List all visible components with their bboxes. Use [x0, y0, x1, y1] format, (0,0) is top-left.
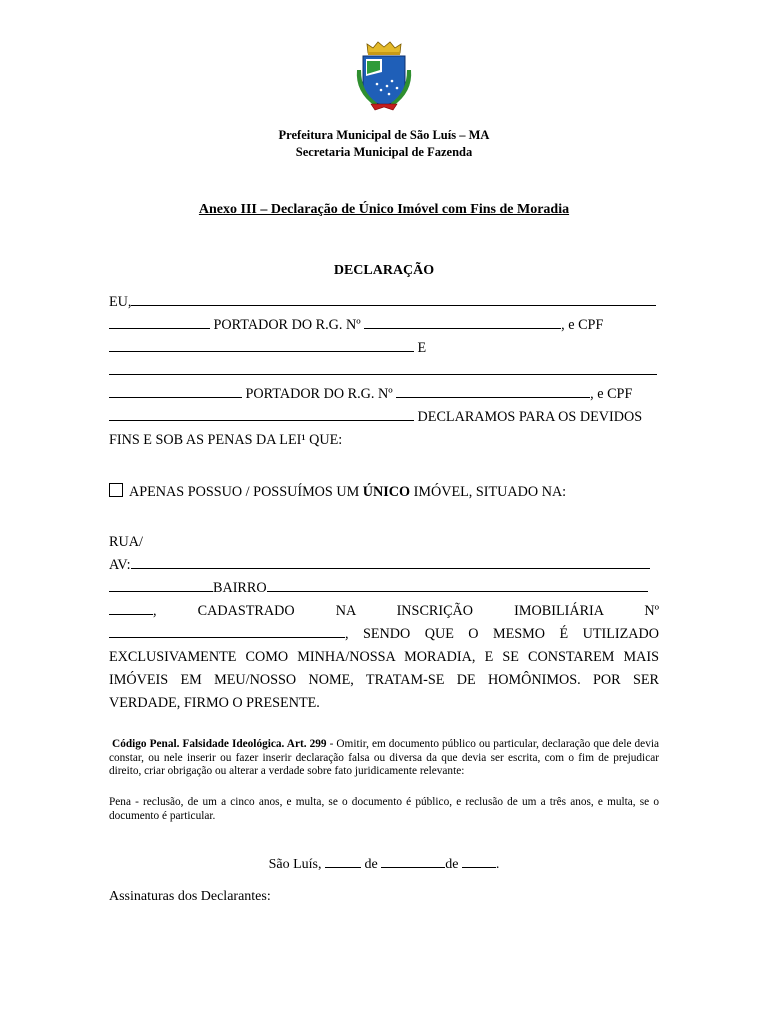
bairro-field-cont[interactable] [109, 602, 153, 615]
place-date-line [0, 855, 768, 873]
name-field-2-cont[interactable] [109, 385, 242, 398]
date-end: . [495, 857, 500, 872]
form-line-rg-2 [109, 385, 659, 403]
form-line-rg-1 [109, 316, 659, 334]
cpf-label-2: , e CPF [590, 386, 633, 402]
signatures-label: Assinaturas dos Declarantes: [109, 889, 271, 904]
name-field-1[interactable] [131, 293, 656, 306]
declaramos-label: DECLARAMOS PARA OS DEVIDOS [414, 409, 643, 425]
form-line-bairro [109, 579, 659, 597]
cpf-label-1: , e CPF [561, 317, 604, 333]
checkbox-text-b: IMÓVEL, SITUADO NA: [410, 484, 567, 500]
form-line-cpf-1 [109, 339, 659, 357]
form-line-fins: FINS E SOB AS PENAS DA LEI¹ QUE: [109, 432, 343, 448]
month-field[interactable] [381, 855, 445, 868]
bairro-field[interactable] [267, 579, 648, 592]
legal-note-bold: Código Penal. Falsidade Ideológica. Art. 299 [112, 738, 327, 750]
legal-note [109, 738, 659, 779]
cadastrado-label: , CADASTRADO NA INSCRIÇÃO IMOBILIÁRIA Nº [153, 603, 659, 619]
de-label-2: de [445, 857, 462, 872]
form-line-imoveis: IMÓVEIS EM MEU/NOSSO NOME, TRATAM-SE DE HOMÔNIMOS. POR SER [109, 672, 659, 688]
form-line-av [109, 556, 659, 574]
av-label: AV: [109, 557, 131, 573]
city-label: São Luís, [268, 857, 325, 872]
form-line-name-2 [109, 362, 659, 380]
cpf-field-2[interactable] [109, 408, 414, 421]
unico-imovel-checkbox[interactable] [109, 483, 123, 497]
form-line-cadastrado [109, 602, 659, 620]
header-line-2: Secretaria Municipal de Fazenda [295, 145, 473, 159]
rg-label-2: PORTADOR DO R.G. Nº [242, 386, 397, 402]
sendo-label: , SENDO QUE O MESMO É UTILIZADO [345, 626, 659, 642]
form-line-verdade: VERDADE, FIRMO O PRESENTE. [109, 695, 320, 711]
day-field[interactable] [325, 855, 361, 868]
e-label: E [414, 340, 427, 356]
coat-of-arms-logo [353, 40, 415, 112]
year-field[interactable] [462, 855, 496, 868]
form-line-exclusivamente: EXCLUSIVAMENTE COMO MINHA/NOSSA MORADIA, E SE CONSTAREM MAIS [109, 649, 659, 665]
inscricao-field[interactable] [109, 625, 345, 638]
declaration-title: DECLARAÇÃO [333, 263, 435, 278]
legal-note-text: - Omitir, em documento público ou particular, declaração que dele devia constar, ou nele inserir ou fazer inserir declaração falsa ou diversa da que devia ser escrita, com o fim de prejudicar direito, criar obrigação ou alterar a verdade sobre fato juridicamente relevante: [109, 738, 659, 777]
address-field[interactable] [131, 556, 650, 569]
annex-title: Anexo III – Declaração de Único Imóvel com Fins de Moradia [198, 202, 570, 217]
cpf-field-1[interactable] [109, 339, 414, 352]
checkbox-text-bold: ÚNICO [362, 484, 411, 500]
bairro-label: BAIRRO [213, 580, 267, 596]
checkbox-text-a: APENAS POSSUO / POSSUÍMOS UM [129, 484, 363, 500]
de-label-1: de [360, 857, 382, 872]
checkbox-line [109, 483, 659, 501]
eu-label: EU, [109, 294, 132, 310]
name-field-1-cont[interactable] [109, 316, 210, 329]
number-field[interactable] [109, 579, 213, 592]
rg-field-2[interactable] [396, 385, 590, 398]
rg-field-1[interactable] [364, 316, 561, 329]
header-line-1: Prefeitura Municipal de São Luís – MA [278, 128, 490, 142]
name-field-2[interactable] [109, 362, 657, 375]
rg-label-1: PORTADOR DO R.G. Nº [210, 317, 365, 333]
form-line-cpf-2 [109, 408, 659, 426]
form-line-sendo [109, 625, 659, 643]
penalty-note: Pena - reclusão, de um a cinco anos, e multa, se o documento é público, e reclusão de um a três anos, e multa, se o documento é particular. [109, 796, 659, 822]
rua-label: RUA/ [109, 534, 143, 550]
form-line-eu [109, 293, 659, 311]
